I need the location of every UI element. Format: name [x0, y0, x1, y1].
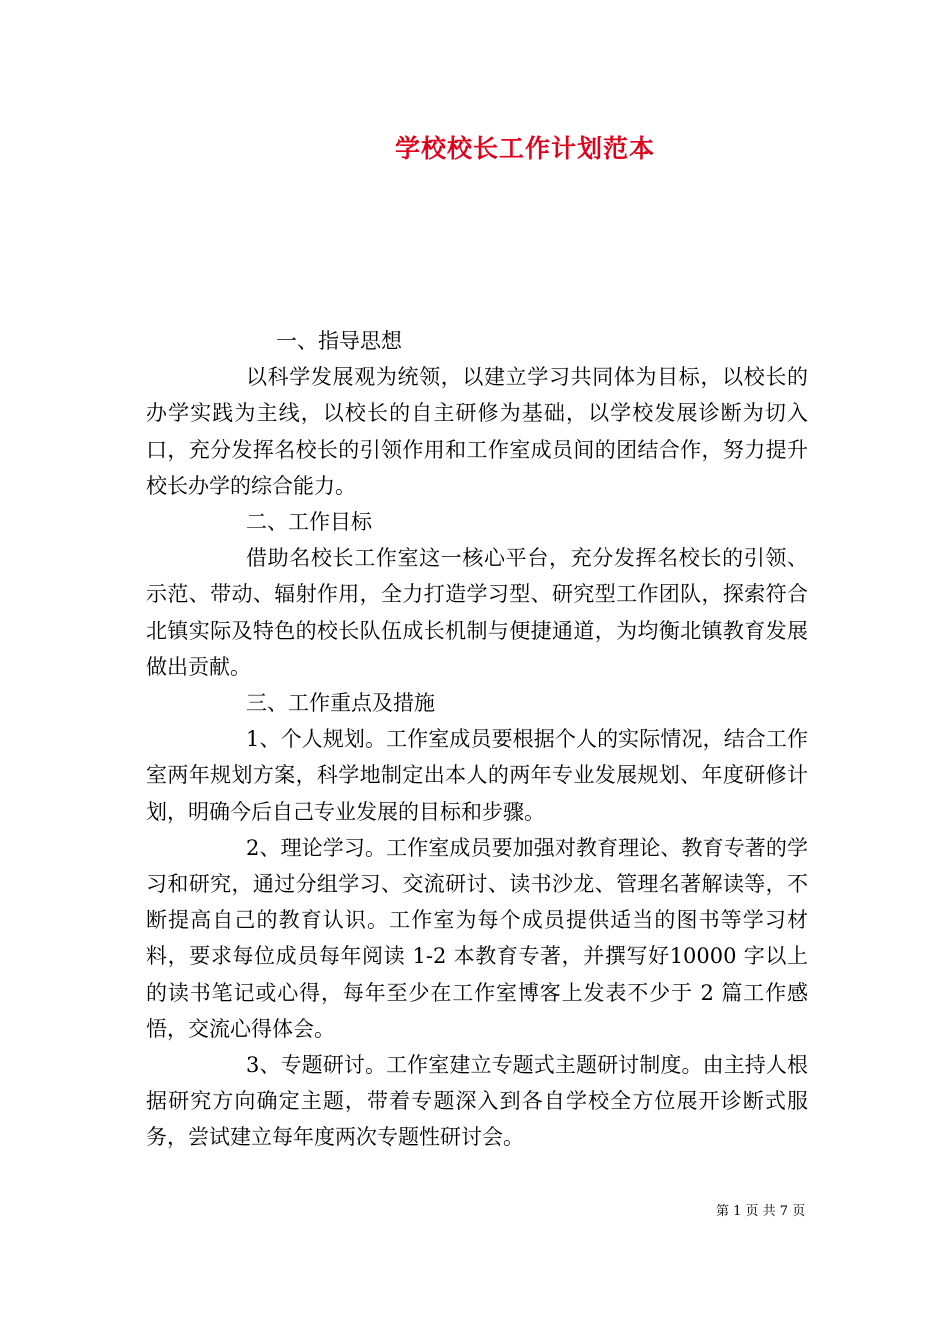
- paragraph: 借助名校长工作室这一核心平台，充分发挥名校长的引领、示范、带动、辐射作用，全力打造学习型、研究型工作团队，探索符合北镇实际及特色的校长队伍成长机制与便捷通道，为均衡北镇教育发展做出贡献。: [146, 546, 808, 679]
- paragraph: 3、专题研讨。工作室建立专题式主题研讨制度。由主持人根据研究方向确定主题，带着专题深入到各自学校全方位展开诊断式服务，尝试建立每年度两次专题性研讨会。: [146, 1053, 808, 1150]
- section-work-goals: [146, 504, 808, 685]
- paragraph: 以科学发展观为统领，以建立学习共同体为目标，以校长的办学实践为主线，以校长的自主研修为基础，以学校发展诊断为切入口，充分发挥名校长的引领作用和工作室成员间的团结合作，努力提升校长办学的综合能力。: [146, 365, 808, 498]
- section-key-measures: [146, 685, 808, 1156]
- section-guiding-ideology: [146, 323, 808, 504]
- paragraph: 2、理论学习。工作室成员要加强对教育理论、教育专著的学习和研究，通过分组学习、交流研讨、读书沙龙、管理名著解读等，不断提高自己的教育认识。工作室为每个成员提供适当的图书等学习材料，要求每位成员每年阅读 1-2 本教育专著，并撰写好10000 字以上的读书笔记或心得，每年至少在工作室博客上发表不少于 2 篇工作感悟，交流心得体会。: [146, 835, 808, 1041]
- document-title: 学校校长工作计划范本: [394, 134, 655, 163]
- section-heading: 二、工作目标: [246, 510, 372, 535]
- section-heading: 一、指导思想: [276, 329, 402, 353]
- paragraph: 1、个人规划。工作室成员要根据个人的实际情况，结合工作室两年规划方案，科学地制定出本人的两年专业发展规划、年度研修计划，明确今后自己专业发展的目标和步骤。: [146, 727, 808, 824]
- document-body: [146, 323, 808, 1156]
- page-number-footer: 第 1 页 共 7 页: [716, 1204, 806, 1219]
- section-heading: 三、工作重点及措施: [246, 691, 435, 716]
